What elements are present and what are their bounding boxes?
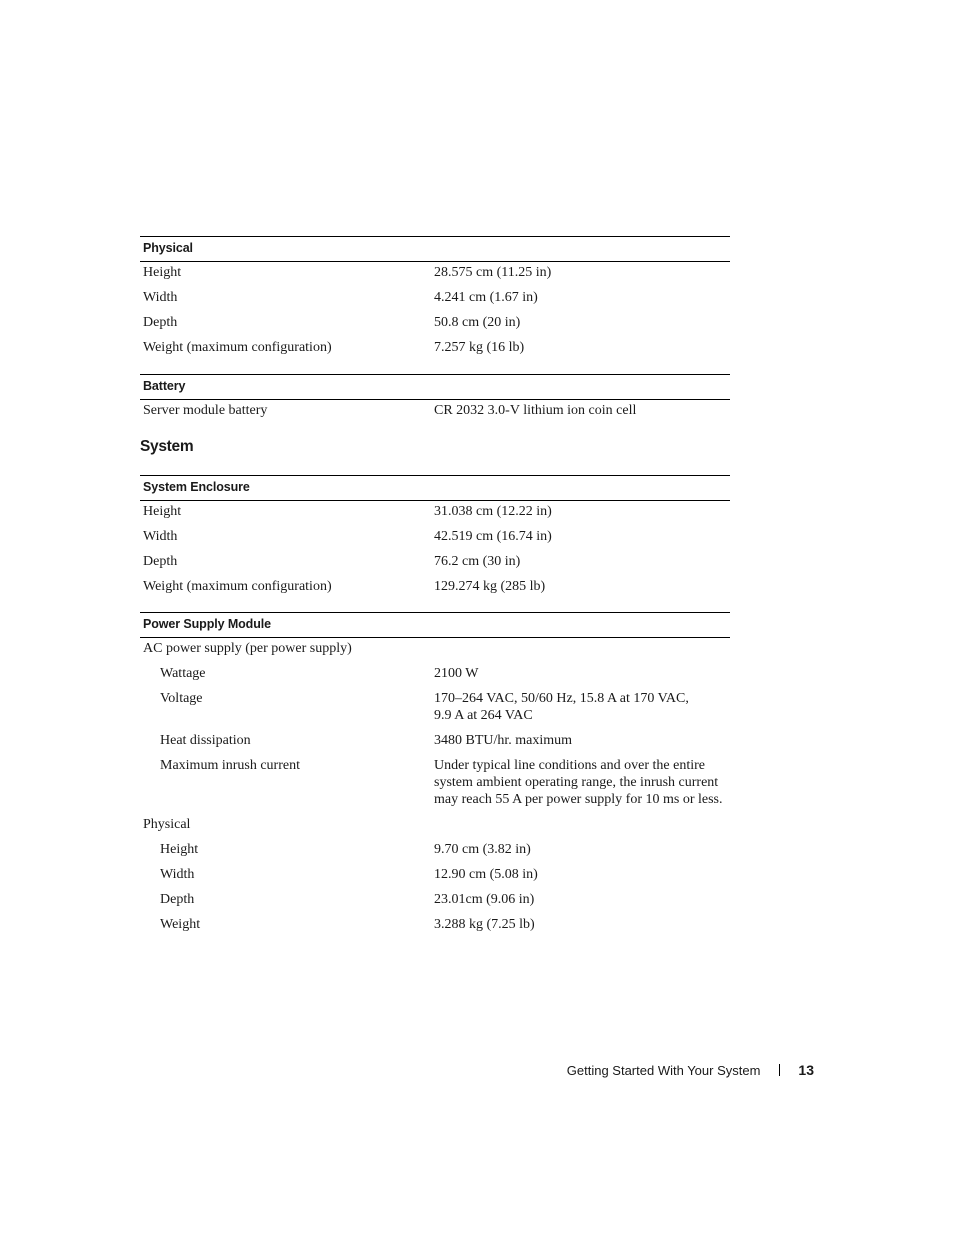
row-label: Maximum inrush current bbox=[160, 758, 300, 773]
row-label: Wattage bbox=[160, 666, 206, 681]
row-value: 31.038 cm (12.22 in) bbox=[434, 504, 552, 519]
table-row bbox=[140, 732, 730, 757]
row-label: Server module battery bbox=[143, 403, 268, 418]
row-value: 76.2 cm (30 in) bbox=[434, 554, 521, 569]
psu-table bbox=[140, 612, 730, 941]
value-line: system ambient operating range, the inrush current bbox=[434, 775, 719, 790]
value-line: Under typical line conditions and over the entire bbox=[434, 758, 705, 773]
row-value: 9.70 cm (3.82 in) bbox=[434, 842, 531, 857]
value-line: 170–264 VAC, 50/60 Hz, 15.8 A at 170 VAC, bbox=[434, 691, 689, 706]
row-value: 2100 W bbox=[434, 666, 479, 681]
table-row bbox=[140, 339, 730, 364]
physical-table-header: Physical bbox=[140, 236, 730, 262]
table-row bbox=[140, 690, 730, 732]
page-footer bbox=[567, 1062, 814, 1078]
table-row-group bbox=[140, 640, 730, 665]
table-row bbox=[140, 289, 730, 314]
row-label: Depth bbox=[143, 315, 178, 330]
table-row bbox=[140, 757, 730, 816]
row-value: CR 2032 3.0-V lithium ion coin cell bbox=[434, 403, 637, 418]
row-label: Weight bbox=[160, 917, 201, 932]
enclosure-table-header: System Enclosure bbox=[140, 475, 730, 501]
battery-table bbox=[140, 374, 730, 427]
row-label: Heat dissipation bbox=[160, 733, 251, 748]
row-value: 3.288 kg (7.25 lb) bbox=[434, 917, 535, 932]
row-value: 12.90 cm (5.08 in) bbox=[434, 867, 538, 882]
row-label: Width bbox=[160, 867, 195, 882]
table-row bbox=[140, 264, 730, 289]
table-row bbox=[140, 665, 730, 690]
table-row bbox=[140, 841, 730, 866]
value-line: 9.9 A at 264 VAC bbox=[434, 708, 533, 723]
table-row bbox=[140, 916, 730, 941]
row-value: 50.8 cm (20 in) bbox=[434, 315, 521, 330]
row-value: 23.01cm (9.06 in) bbox=[434, 892, 535, 907]
row-value: 4.241 cm (1.67 in) bbox=[434, 290, 538, 305]
row-value: 3480 BTU/hr. maximum bbox=[434, 733, 573, 748]
row-label: Weight (maximum configuration) bbox=[143, 579, 332, 594]
table-row-group bbox=[140, 816, 730, 841]
row-label: Height bbox=[143, 265, 182, 280]
row-value bbox=[434, 757, 730, 808]
table-row bbox=[140, 891, 730, 916]
table-row bbox=[140, 314, 730, 339]
table-row bbox=[140, 553, 730, 578]
psu-table-header: Power Supply Module bbox=[140, 612, 730, 638]
table-row bbox=[140, 866, 730, 891]
row-label: Voltage bbox=[160, 691, 203, 706]
value-line: may reach 55 A per power supply for 10 ms or less. bbox=[434, 792, 723, 807]
row-value: 28.575 cm (11.25 in) bbox=[434, 265, 552, 280]
table-row bbox=[140, 503, 730, 528]
battery-table-header: Battery bbox=[140, 374, 730, 400]
row-label: Height bbox=[160, 842, 199, 857]
row-label: Depth bbox=[143, 554, 178, 569]
footer-title: Getting Started With Your System bbox=[566, 1062, 761, 1078]
row-label: Weight (maximum configuration) bbox=[143, 340, 332, 355]
enclosure-table bbox=[140, 475, 730, 603]
table-row bbox=[140, 402, 730, 427]
page-number: 13 bbox=[798, 1062, 814, 1078]
physical-table bbox=[140, 236, 730, 364]
row-value bbox=[434, 690, 730, 724]
table-row bbox=[140, 528, 730, 553]
row-label: Width bbox=[143, 290, 178, 305]
row-value: 42.519 cm (16.74 in) bbox=[434, 529, 552, 544]
section-title: System bbox=[140, 438, 194, 455]
row-value: 129.274 kg (285 lb) bbox=[434, 579, 546, 594]
physical-group-label: Physical bbox=[143, 817, 191, 832]
footer-divider bbox=[779, 1064, 780, 1076]
row-label: Depth bbox=[160, 892, 195, 907]
row-label: Height bbox=[143, 504, 182, 519]
row-value: 7.257 kg (16 lb) bbox=[434, 340, 525, 355]
ac-power-group-label: AC power supply (per power supply) bbox=[143, 641, 352, 656]
row-label: Width bbox=[143, 529, 178, 544]
table-row bbox=[140, 578, 730, 603]
